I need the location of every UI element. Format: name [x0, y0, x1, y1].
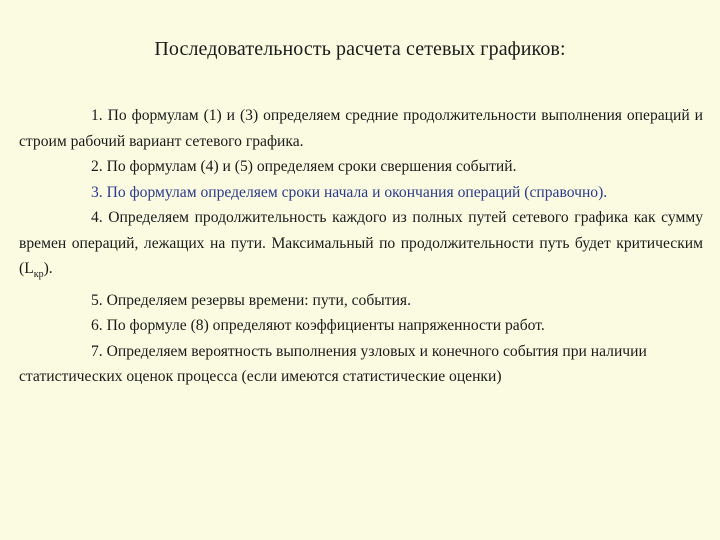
- step-6: 6. По формуле (8) определяют коэффициенты напряженности работ.: [91, 317, 545, 334]
- step-5: 5. Определяем резервы времени: пути, события.: [91, 291, 411, 309]
- step-1: 1. По формулам (1) и (3) определяем средние продолжительности выполнения операций и строим рабочий вариант сетевого графика.: [19, 107, 703, 150]
- step-4: [19, 205, 703, 288]
- slide-title: Последовательность расчета сетевых графиков:: [154, 38, 566, 60]
- step-4-text-end: ).: [43, 260, 53, 277]
- critical-path-subscript: кр: [33, 269, 44, 280]
- step-2: 2. По формулам (4) и (5) определяем сроки свершения событий.: [91, 158, 517, 175]
- steps-list: [19, 103, 703, 390]
- step-3: 3. По формулам определяем сроки начала и окончания операций (справочно).: [91, 183, 608, 201]
- step-7: 7. Определяем вероятность выполнения узловых и конечного события при наличии статистических оценок процесса (если имеются статистические оценки): [19, 342, 647, 385]
- step-4-text: 4. Определяем продолжительность каждого из полных путей сетевого графика как сумму времен операций, лежащих на пути. Максимальный по продолжительности путь будет критическим (L: [19, 209, 703, 277]
